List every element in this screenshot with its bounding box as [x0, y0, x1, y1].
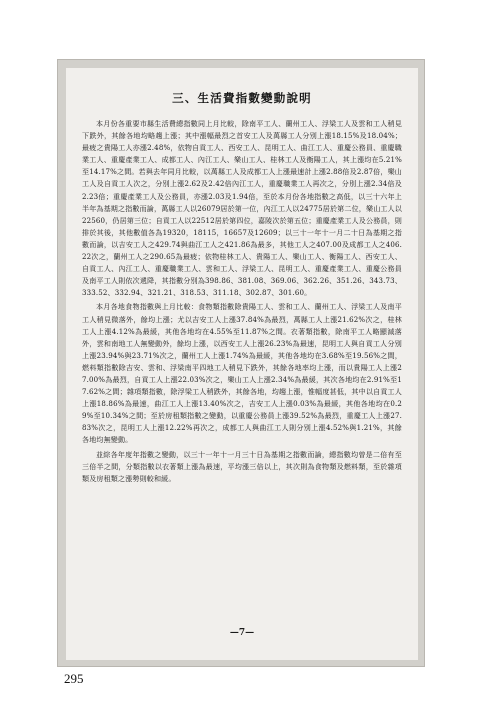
book-page-number: 295	[64, 671, 84, 686]
document-title: 三、生活費指數變動說明	[172, 91, 312, 105]
paragraph-2: 本月各地食物指數與上月比較：食物類指數除貴陽工人、雲和工人、蘭州工人、浮梁工人及南平工人稍見微落外，餘均上漲；尤以吉安工人上漲37.84%為最烈，萬縣工人上漲21.62%次之，桂林工人上漲4.12%為最緩，其他各地均在4.55%至11.87%之間。衣著類指數，除南平工人略顯減落外，雲和南地工人無變動外，餘均上漲，以西安工人上漲26.23%為最速，昆明工人與自貢工人分別上漲23.94%與23.71%次之，蘭州工人上漲1.74%為最緩，其他各地均在3.68%至19.56%之間，燃料類指數除吉安、雲和、浮梁南平四地工人稍見下跌外，其餘各地率均上漲，而以貴陽工人上漲27.00%為最烈，自貢工人上漲22.03%次之，樂山工人上漲2.34%為最緩，其次各地均在2.91%至17.62%之間；雜項類指數，除浮梁工人稍跌外，其餘各地，均趨上漲，惟幅度甚低，其中以自貢工人上漲18.86%為最速，曲江工人上漲13.40%次之，吉安工人上漲0.03%為最緩，其他各地均在0.29%至10.34%之間；至於房租類指數之變動，以重慶公務員上漲39.52%為最烈，重慶工人上漲27.83%次之，昆明工人上漲12.22%再次之，成都工人與曲江工人則分別上漲4.52%與1.21%，其餘各地均無變動。	[82, 302, 402, 445]
inner-page-number: —7—	[229, 628, 255, 638]
paragraph-3: 並綜各年度年指數之變動，以三十一年十一月三十日為基期之指數而論，總指數均曾是二倍有至三倍半之間，分類指數以衣著類上漲為最速，平均漲三倍以上，其次則為食物類及燃料類，至於雜項類及房租類之漲勢則較和緩。	[82, 449, 402, 483]
paragraph-1: 本月份各重要市縣生活費總指數同上月比較，除南平工人、蘭州工人、浮梁工人及雲和工人稍見下跌外，其餘各地均略趨上漲；其中漲幅最烈之首安工人及萬縣工人分別上漲18.15%及18.04%；最疲之貴陽工人亦漲2.48%，依物自貢工人、西安工人、昆明工人、曲江工人、重慶公務員、重慶職業工人、重慶產業工人、成都工人、內江工人、樂山工人、桂林工人及衡陽工人，其上漲均在5.21%至14.17%之間。若與去年同月比較，以萬縣工人及成都工人上漲最速計上漲2.88倍及2.87倍，樂山工人及自貢工人次之，分別上漲2.62及2.42倍內江工人，重慶職業工人再次之，分別上漲2.34倍及2.23倍；重慶產業工人及公務員，亦漲2.03及1.94倍，至於本月份各地指數之高低，以三十六年上半年為基期之指數而論，萬縣工人以26079居於第一位，內江工人以24775居於第二位，樂山工人以22560，仍居第三位；自貢工人以22512居於第四位，嘉陵次於第五位；重慶產業工人及公務員，則排於其後，其他數值各為19320，18115，16657及12609；以三十一年十一月二十日為基期之指數而論，以吉安工人之429.74與曲江工人之421.86為最多，其他工人之407.00及成都工人之406.22次之，蘭州工人之290.65為最疲；依物桂林工人、貴陽工人、樂山工人、衡陽工人、西安工人、自貢工人、內江工人、重慶職業工人、雲和工人、浮梁工人、昆明工人、重慶產業工人、重慶公務員及南平工人則依次遞降，其指數分別為398.86、381.08、369.06、362.26、351.26、343.73、333.52、332.94、321.21、318.53、311.18、302.87、301.60。	[82, 119, 402, 298]
document-paper	[66, 68, 418, 660]
document-scan	[57, 59, 425, 667]
